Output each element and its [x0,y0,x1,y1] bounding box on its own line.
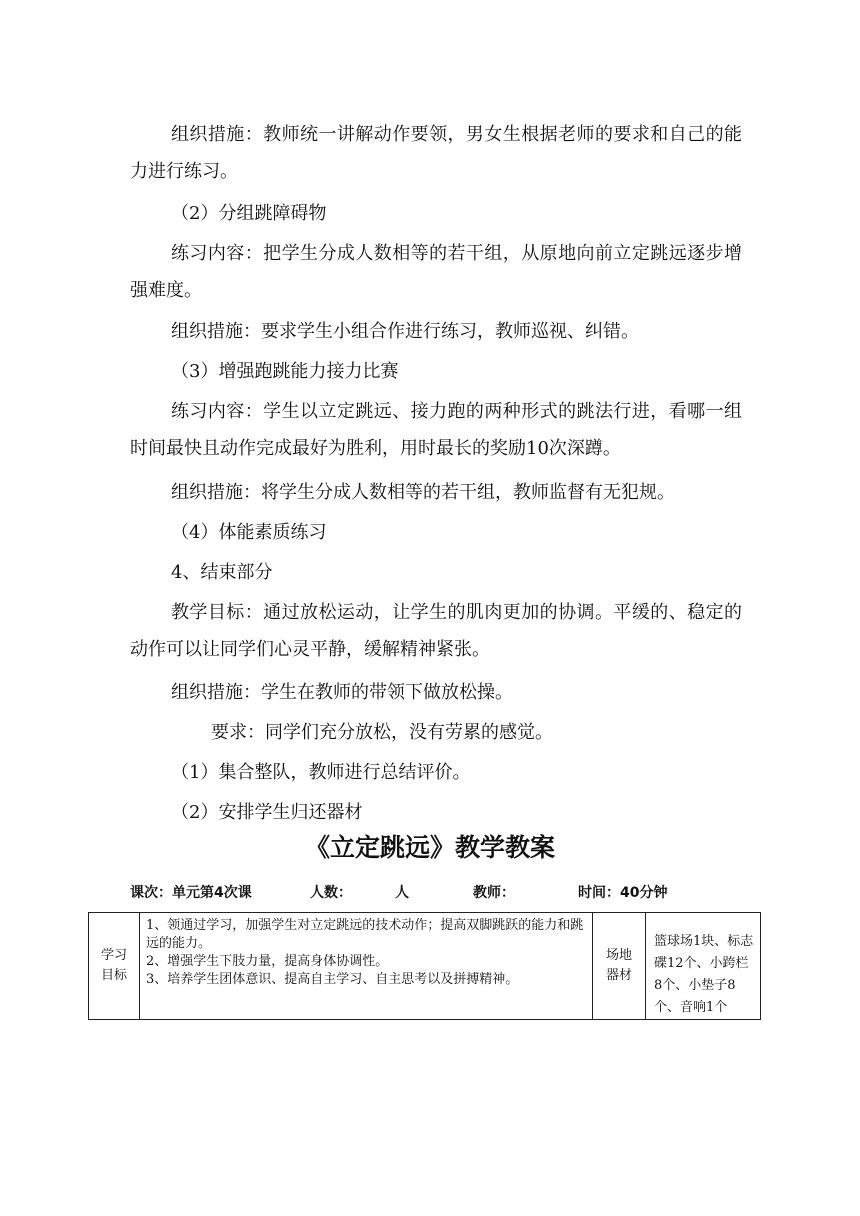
document-title: 《立定跳远》教学教案 [304,833,555,862]
time-label: 时间：40分钟 [578,885,668,901]
paragraph: （4）体能素质练习 [171,522,327,543]
paragraph: 组织措施：将学生分成人数相等的若干组，教师监督有无犯规。 [171,482,675,503]
paragraph: （3）增强跑跳能力接力比赛 [171,361,399,382]
paragraph: （2）分组跳障碍物 [171,203,327,224]
paragraph: 练习内容：学生以立定跳远、接力跑的两种形式的跳法行进，看哪一组时间最快且动作完成最好为胜利，用时最长的奖励10次深蹲。 [130,401,742,459]
table-row [89,913,761,1020]
equipment-cell: 篮球场1块、标志碟12个、小跨栏8个、小垫子8个、音响1个 [646,913,761,1020]
lesson-plan-table [88,912,761,1020]
teacher-label: 教师： [473,885,515,901]
goals-cell [140,913,593,1020]
paragraph: 4、结束部分 [171,562,273,583]
paragraph: 组织措施：教师统一讲解动作要领，男女生根据老师的要求和自己的能力进行练习。 [130,124,742,182]
paragraph: 要求：同学们充分放松，没有劳累的感觉。 [211,722,553,743]
equipment-label: 场地器材 [593,913,646,1020]
lesson-number: 课次：单元第4次课 [130,885,252,901]
goal-item: 1、领通过学习，加强学生对立定跳远的技术动作；提高双脚跳跃的能力和跳远的能力。 [146,918,584,951]
people-unit: 人 [395,885,409,901]
goal-item: 2、增强学生下肢力量，提高身体协调性。 [146,954,389,969]
people-label: 人数： [310,885,352,901]
goal-item: 3、培养学生团体意识、提高自主学习、自主思考以及拼搏精神。 [146,972,519,987]
paragraph: 教学目标：通过放松运动，让学生的肌肉更加的协调。平缓的、稳定的动作可以让同学们心灵平静，缓解精神紧张。 [130,602,742,660]
paragraph: 练习内容：把学生分成人数相等的若干组，从原地向前立定跳远逐步增强难度。 [130,243,742,301]
paragraph: （1）集合整队，教师进行总结评价。 [171,762,471,783]
paragraph: （2）安排学生归还器材 [171,802,363,823]
paragraph: 组织措施：学生在教师的带领下做放松操。 [171,682,513,703]
paragraph: 组织措施：要求学生小组合作进行练习，教师巡视、纠错。 [171,321,639,342]
goals-label: 学习目标 [89,913,140,1020]
